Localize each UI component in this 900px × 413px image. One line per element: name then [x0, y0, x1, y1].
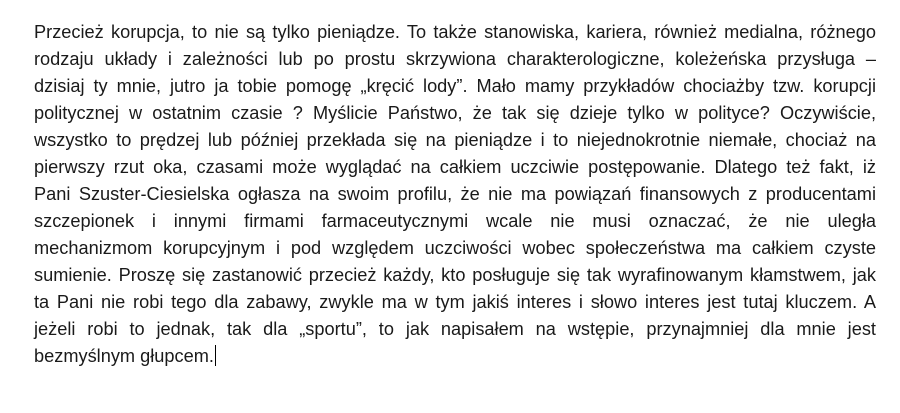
text-line-9: mechanizmom korupcyjnym i pod względem uczciwości wobec społeczeństwa ma całkiem czyste — [34, 238, 876, 258]
text-line-10: sumienie. Proszę się zastanowić przecież każdy, kto posługuje się tak wyrafinowanym kłamstwem, jak — [34, 265, 876, 285]
text-line-3: dzisiaj ty mnie, jutro ja tobie pomogę „kręcić lody”. Mało mamy przykładów chociażby tzw. korupcji — [34, 76, 876, 96]
text-line-4: politycznej w ostatnim czasie ? Myślicie Państwo, że tak się dzieje tylko w polityce? Oczywiście, — [34, 103, 876, 123]
text-line-8: szczepionek i innymi firmami farmaceutycznymi wcale nie musi oznaczać, że nie uległa — [34, 211, 876, 231]
text-line-13-content: bezmyślnym głupcem. — [34, 346, 214, 366]
document-body[interactable] — [34, 19, 876, 370]
text-line-7: Pani Szuster-Ciesielska ogłasza na swoim profilu, że nie ma powiązań finansowych z producentami — [34, 184, 876, 204]
text-line-5: wszystko to prędzej lub później przekłada się na pieniądze i to niejednokrotnie niemałe, chociaż na — [34, 130, 876, 150]
text-cursor — [215, 345, 217, 366]
text-line-12: jeżeli robi to jednak, tak dla „sportu”, to jak napisałem na wstępie, przynajmniej dla mnie jest — [34, 319, 876, 339]
text-line-2: rodzaju układy i zależności lub po prostu skrzywiona charakterologiczne, koleżeńska przysługa – — [34, 49, 876, 69]
text-line-13 — [34, 343, 876, 370]
text-line-6: pierwszy rzut oka, czasami może wyglądać na całkiem uczciwie postępowanie. Dlatego też fakt, iż — [34, 157, 876, 177]
text-line-11: ta Pani nie robi tego dla zabawy, zwykle ma w tym jakiś interes i słowo interes jest tutaj kluczem. A — [34, 292, 876, 312]
text-line-1: Przecież korupcja, to nie są tylko pieniądze. To także stanowiska, kariera, również medialna, różnego — [34, 22, 876, 42]
